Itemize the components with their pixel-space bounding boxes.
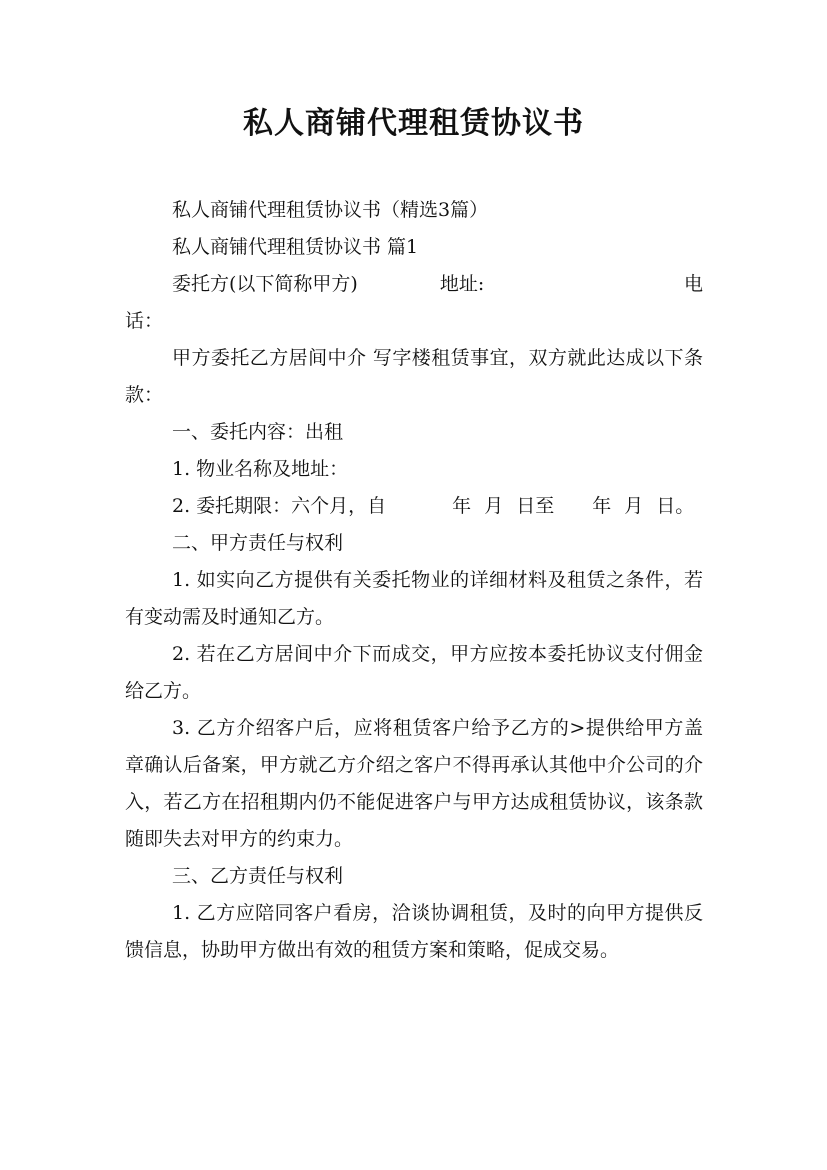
term-month1: 月: [484, 495, 504, 517]
term-year2: 年: [592, 495, 612, 517]
document-body: [125, 192, 703, 969]
client-phone-label-end: 话：: [125, 310, 164, 332]
client-address-label: 地址:: [439, 273, 485, 295]
client-phone-label-start: 电: [683, 273, 703, 295]
term-month2: 月: [624, 495, 644, 517]
section3-heading: 三、乙方责任与权利: [172, 865, 344, 887]
section1-heading: 一、委托内容：出租: [172, 421, 344, 443]
term-day1: 日至: [516, 495, 555, 517]
section2-item2: 2. 若在乙方居间中介下而成交，甲方应按本委托协议支付佣金给乙方。: [125, 643, 703, 702]
term-day2: 日。: [656, 495, 695, 517]
section2-item3: 3. 乙方介绍客户后，应将租赁客户给予乙方的>提供给甲方盖章确认后备案，甲方就乙方介绍之客户不得再承认其他中介公司的介入，若乙方在招租期内仍不能促进客户与甲方达成租赁协议，该条款随即失去对甲方的约束力。: [125, 717, 703, 850]
term-year1: 年: [452, 495, 472, 517]
subtitle: 私人商铺代理租赁协议书（精选3篇）: [172, 199, 489, 221]
document-title: 私人商铺代理租赁协议书: [243, 106, 584, 141]
section1-item1: 1. 物业名称及地址：: [172, 458, 349, 480]
section3-item1: 1. 乙方应陪同客户看房，洽谈协调租赁，及时的向甲方提供反馈信息，协助甲方做出有效的租赁方案和策略，促成交易。: [125, 902, 703, 961]
client-line: [125, 266, 703, 303]
section1-item2: [125, 488, 703, 525]
client-party-label: 委托方(以下简称甲方): [172, 273, 358, 295]
term-label: 2. 委托期限：六个月，自: [172, 495, 387, 517]
intro-paragraph: 甲方委托乙方居间中介 写字楼租赁事宜，双方就此达成以下条款：: [125, 347, 703, 406]
section2-heading: 二、甲方责任与权利: [172, 532, 344, 554]
section2-item1: 1. 如实向乙方提供有关委托物业的详细材料及租赁之条件，若有变动需及时通知乙方。: [125, 569, 703, 628]
part-heading: 私人商铺代理租赁协议书 篇1: [172, 236, 419, 258]
